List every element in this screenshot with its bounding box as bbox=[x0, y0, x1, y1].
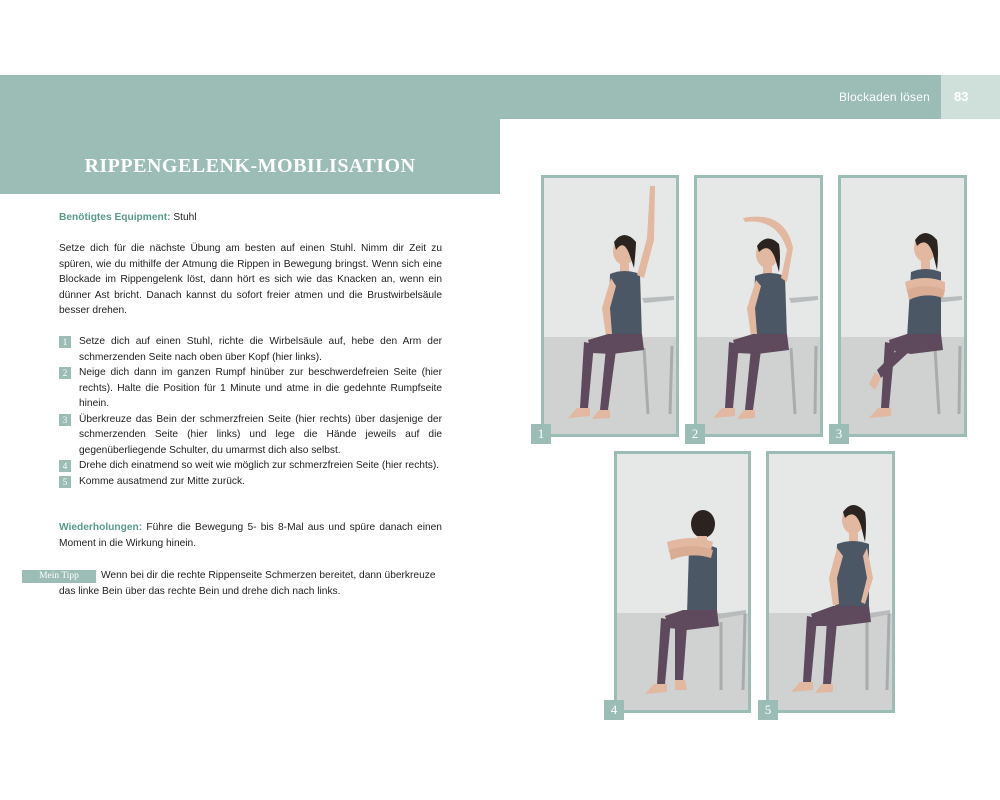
exercise-photo-3 bbox=[838, 175, 967, 437]
equipment-value: Stuhl bbox=[173, 212, 197, 223]
step-item bbox=[59, 412, 442, 459]
repetitions-paragraph bbox=[59, 520, 442, 551]
step-item bbox=[59, 458, 442, 474]
page-number: 83 bbox=[941, 75, 1000, 119]
step-text: Neige dich dann im ganzen Rumpf hinüber zur beschwerdefreien Seite (hier rechts). Halte die Position für 1 Minute und atme in die gedehnte Rumpfseite hinein. bbox=[79, 367, 442, 409]
step-text: Setze dich auf einen Stuhl, richte die Wirbelsäule auf, hebe den Arm der schmerzenden Seite nach oben über Kopf (hier links). bbox=[79, 336, 442, 363]
text-column bbox=[59, 210, 442, 567]
photo-number-badge: 2 bbox=[685, 424, 705, 444]
figure-self-hug-icon bbox=[841, 178, 964, 434]
page-title: RIPPENGELENK-MOBILISATION bbox=[84, 155, 416, 177]
photo-number-badge: 4 bbox=[604, 700, 624, 720]
photo-number-badge: 5 bbox=[758, 700, 778, 720]
step-text: Überkreuze das Bein der schmerzfreien Seite (hier rechts) über dasjenige der schmerzenden Seite (hier links) und lege die Hände jeweils auf die gegenüberliegende Schulter, du umarmst dich also selbst. bbox=[79, 413, 442, 456]
tip-text-line-2: das linke Bein über das rechte Bein und drehe dich nach links. bbox=[59, 586, 341, 597]
exercise-photo-5 bbox=[766, 451, 895, 713]
repetitions-label: Wiederholungen: bbox=[59, 522, 143, 533]
step-number-badge: 3 bbox=[59, 414, 71, 426]
repetitions-text: Führe die Bewegung 5- bis 8-Mal aus und spüre danach einen Moment in die Wirkung hinein. bbox=[59, 522, 442, 549]
photo-number-badge: 3 bbox=[829, 424, 849, 444]
photo-number-badge: 1 bbox=[531, 424, 551, 444]
figure-seated-icon bbox=[769, 454, 892, 710]
step-number-badge: 5 bbox=[59, 476, 71, 488]
tip-text-line-1: Wenn bei dir die rechte Rippenseite Schmerzen bereitet, dann überkreuze bbox=[101, 570, 436, 581]
tip-badge: Mein Tipp bbox=[22, 570, 96, 583]
step-text: Komme ausatmend zur Mitte zurück. bbox=[79, 475, 245, 487]
exercise-photo-1 bbox=[541, 175, 679, 437]
exercise-photo-4 bbox=[614, 451, 751, 713]
step-item bbox=[59, 334, 442, 365]
equipment-label: Benötigtes Equipment: bbox=[59, 212, 171, 223]
equipment-line bbox=[59, 210, 442, 226]
intro-paragraph: Setze dich für die nächste Übung am besten auf einen Stuhl. Nimm dir Zeit zu spüren, wie du mithilfe der Atmung die Rippen in Bewegung bringst. Wenn sich eine Blockade im Rippengelenk löst, dann hört es sich wie das Knacken an, wenn ein dünner Ast bricht. Danach kannst du sofort freier atmen und die Brustwirbelsäule besser drehen. bbox=[59, 243, 442, 316]
step-number-badge: 2 bbox=[59, 367, 71, 379]
step-item bbox=[59, 474, 442, 490]
step-number-badge: 4 bbox=[59, 460, 71, 472]
exercise-photo-2 bbox=[694, 175, 823, 437]
step-list bbox=[59, 334, 442, 489]
running-head: Blockaden lösen bbox=[838, 90, 930, 104]
step-item bbox=[59, 365, 442, 412]
tip-box bbox=[22, 568, 442, 600]
figure-arm-raised-icon bbox=[544, 178, 676, 434]
step-text: Drehe dich einatmend so weit wie möglich zur schmerzfreien Seite (hier rechts). bbox=[79, 460, 440, 471]
figure-side-bend-icon bbox=[697, 178, 820, 434]
figure-rotation-icon bbox=[617, 454, 748, 710]
step-number-badge: 1 bbox=[59, 336, 71, 348]
